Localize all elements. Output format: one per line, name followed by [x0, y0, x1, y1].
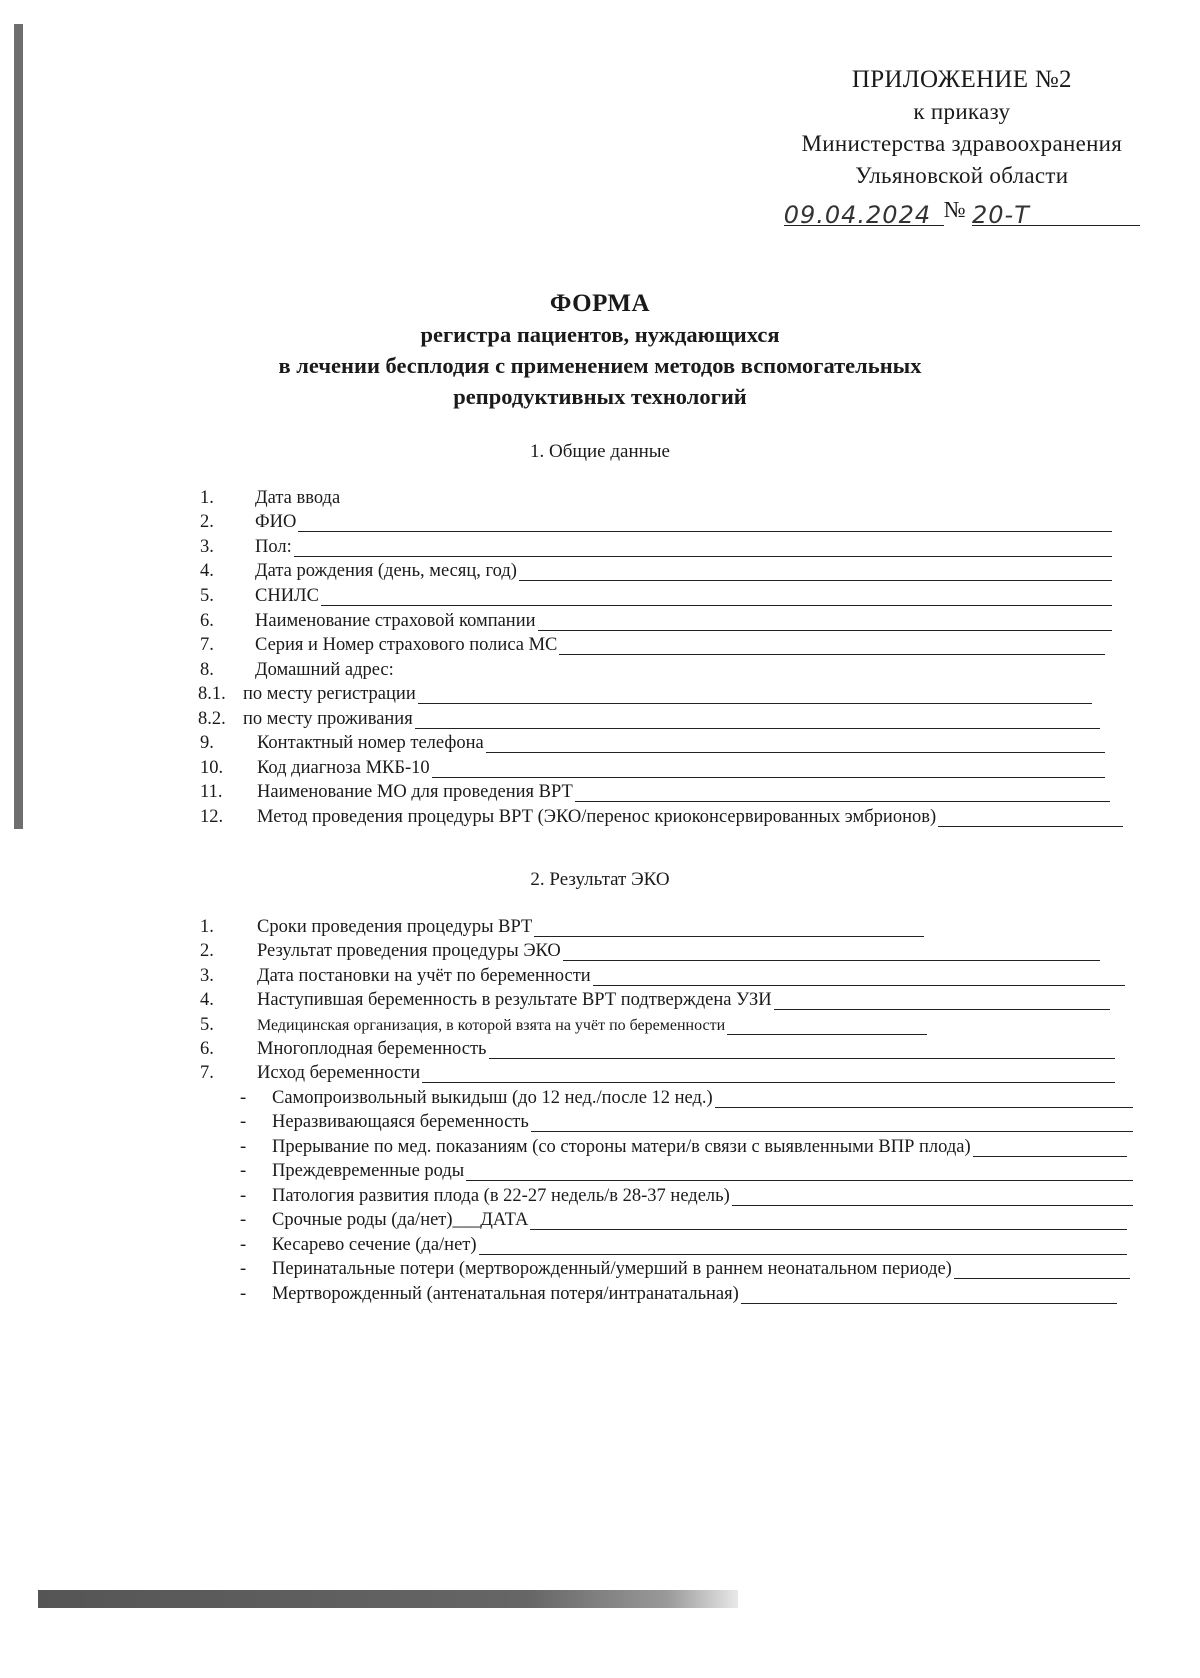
general-item-number: 4. — [200, 561, 214, 581]
general-item-row — [200, 660, 1112, 685]
outcome-item-number: - — [240, 1112, 247, 1132]
general-item-label: Контактный номер телефона — [257, 733, 484, 753]
region-name: Ульяновской области — [855, 163, 1069, 188]
outcome-item-row — [240, 1235, 1127, 1260]
general-item-row — [200, 488, 1112, 513]
general-item-number: 3. — [200, 537, 214, 557]
result-item-fill-line[interactable] — [774, 993, 1110, 1010]
general-item-label: Дата рождения (день, месяц, год) — [255, 561, 517, 581]
result-item-row — [200, 1015, 1037, 1040]
result-item-fill-line[interactable] — [489, 1042, 1116, 1059]
general-item-label: Наименование МО для проведения ВРТ — [257, 782, 573, 802]
result-item-number: 7. — [200, 1063, 214, 1083]
outcome-item-fill-line[interactable] — [732, 1189, 1133, 1206]
outcome-item-fill-line[interactable] — [741, 1287, 1117, 1304]
outcome-item-fill-line[interactable] — [531, 1115, 1133, 1132]
result-item-number: 2. — [200, 941, 214, 961]
result-item-row — [200, 1039, 1115, 1064]
result-item-number: 1. — [200, 917, 214, 937]
general-item-fill-line[interactable] — [432, 761, 1105, 778]
result-item-label: Сроки проведения процедуры ВРТ — [257, 917, 533, 937]
result-item-fill-line[interactable] — [727, 1018, 927, 1035]
outcome-item-number: - — [240, 1161, 247, 1181]
outcome-item-fill-line[interactable] — [466, 1164, 1133, 1181]
general-item-fill-line[interactable] — [575, 785, 1110, 802]
outcome-item-fill-line[interactable] — [479, 1238, 1127, 1255]
outcome-item-label: Преждевременные роды — [272, 1161, 465, 1181]
outcome-item-number: - — [240, 1186, 247, 1206]
general-item-row — [200, 537, 1112, 562]
outcome-item-label: Перинатальные потери (мертворожденный/умерший в раннем неонатальном периоде) — [272, 1259, 952, 1279]
general-item-label: Код диагноза МКБ-10 — [257, 758, 430, 778]
general-item-number: 7. — [200, 635, 214, 655]
general-item-fill-line[interactable] — [294, 540, 1112, 557]
outcome-item-row — [240, 1088, 1133, 1113]
outcome-item-fill-line[interactable] — [954, 1262, 1130, 1279]
outcome-item-row — [240, 1161, 1133, 1186]
outcome-item-label: Самопроизвольный выкидыш (до 12 нед./после 12 нед.) — [272, 1088, 713, 1108]
outcome-item-number: - — [240, 1235, 247, 1255]
general-item-label: Дата ввода — [255, 488, 341, 508]
result-item-number: 4. — [200, 990, 214, 1010]
general-item-number: 6. — [200, 611, 214, 631]
general-item-row — [200, 782, 1110, 807]
general-item-label: Наименование страховой компании — [255, 611, 536, 631]
general-item-number: 5. — [200, 586, 214, 606]
outcome-item-label: Неразвивающаяся беременность — [272, 1112, 529, 1132]
general-item-number: 2. — [200, 512, 214, 532]
general-item-row — [200, 512, 1112, 537]
result-item-label: Медицинская организация, в которой взята на учёт по беременности — [257, 1017, 726, 1034]
general-item-label: СНИЛС — [255, 586, 319, 606]
general-item-fill-line[interactable] — [486, 736, 1105, 753]
title-line-1: ФОРМА — [549, 290, 651, 317]
result-item-row — [200, 990, 1110, 1015]
general-item-fill-line[interactable] — [298, 515, 1112, 532]
general-item-number: 8. — [200, 660, 214, 680]
general-item-row — [200, 758, 1105, 783]
outcome-item-label: Мертворожденный (антенатальная потеря/интранатальная) — [272, 1284, 739, 1304]
scan-edge-left — [14, 24, 23, 829]
order-number-line — [783, 194, 1140, 229]
result-item-row — [200, 1063, 1115, 1088]
result-item-number: 3. — [200, 966, 214, 986]
result-item-label: Дата постановки на учёт по беременности — [257, 966, 591, 986]
outcome-item-number: - — [240, 1259, 247, 1279]
appendix-title: ПРИЛОЖЕНИЕ №2 — [851, 66, 1072, 93]
general-item-row — [200, 586, 1112, 611]
outcome-item-label: Кесарево сечение (да/нет) — [272, 1235, 477, 1255]
order-ref: к приказу — [913, 99, 1011, 124]
general-item-fill-line[interactable] — [538, 614, 1112, 631]
section2-heading: 2. Результат ЭКО — [530, 869, 670, 890]
result-item-fill-line[interactable] — [422, 1066, 1115, 1083]
general-item-number: 10. — [200, 758, 224, 778]
general-item-label: Пол: — [255, 537, 292, 557]
general-item-number: 1. — [200, 488, 214, 508]
result-item-label: Наступившая беременность в результате ВРТ подтверждена УЗИ — [257, 990, 772, 1010]
general-item-row — [198, 684, 1092, 709]
general-item-row — [200, 561, 1112, 586]
result-item-row — [200, 917, 975, 942]
result-item-fill-line[interactable] — [563, 944, 1100, 961]
result-item-label: Исход беременности — [257, 1063, 421, 1083]
general-item-number: 8.2. — [198, 709, 226, 729]
general-item-row — [200, 611, 1112, 636]
general-item-row — [200, 635, 1105, 660]
general-item-fill-line[interactable] — [938, 810, 1123, 827]
order-number: 20-Т — [972, 201, 1030, 229]
outcome-item-row — [240, 1259, 1130, 1284]
general-item-number: 11. — [200, 782, 223, 802]
general-item-label: Метод проведения процедуры ВРТ (ЭКО/перенос криоконсервированных эмбрионов) — [257, 807, 937, 827]
outcome-item-fill-line[interactable] — [530, 1213, 1127, 1230]
result-item-row — [200, 966, 1125, 991]
order-date: 09.04.2024 — [783, 201, 932, 229]
outcome-item-fill-line[interactable] — [973, 1140, 1127, 1157]
result-item-number: 5. — [200, 1015, 214, 1035]
general-item-fill-line[interactable] — [418, 687, 1092, 704]
result-item-fill-line[interactable] — [593, 969, 1125, 986]
general-item-number: 9. — [200, 733, 214, 753]
general-item-row — [200, 733, 1105, 758]
result-item-fill-line[interactable] — [534, 920, 924, 937]
general-item-label: Серия и Номер страхового полиса МС — [255, 635, 558, 655]
general-item-fill-line[interactable] — [321, 589, 1112, 606]
form-title — [0, 288, 1200, 412]
general-item-row — [200, 807, 1123, 832]
appendix-header — [783, 64, 1140, 229]
general-item-fill-line[interactable] — [559, 638, 1105, 655]
title-line-2: регистра пациентов, нуждающихся — [420, 322, 780, 347]
general-item-label: по месту регистрации — [243, 684, 416, 704]
general-item-label: ФИО — [255, 512, 297, 532]
ministry-name: Министерства здравоохранения — [801, 131, 1123, 156]
general-item-fill-line[interactable] — [519, 564, 1112, 581]
general-item-fill-line[interactable] — [415, 712, 1100, 729]
result-item-label: Результат проведения процедуры ЭКО — [257, 941, 561, 961]
outcome-item-label: Срочные роды (да/нет)___ДАТА — [272, 1210, 529, 1230]
outcome-item-number: - — [240, 1210, 247, 1230]
outcome-item-number: - — [240, 1088, 247, 1108]
section1-heading: 1. Общие данные — [529, 441, 670, 462]
outcome-item-label: Прерывание по мед. показаниям (со стороны матери/в связи с выявленными ВПР плода) — [272, 1137, 971, 1157]
outcome-item-label: Патология развития плода (в 22-27 недель/в 28-37 недель) — [272, 1186, 730, 1206]
general-item-label: Домашний адрес: — [255, 660, 394, 680]
result-item-label: Многоплодная беременность — [257, 1039, 487, 1059]
general-item-row — [198, 709, 1100, 734]
outcome-item-row — [240, 1284, 1117, 1309]
title-line-4: репродуктивных технологий — [453, 384, 747, 409]
outcome-item-row — [240, 1186, 1133, 1211]
result-item-row — [200, 941, 1100, 966]
outcome-item-fill-line[interactable] — [715, 1091, 1133, 1108]
outcome-item-row — [240, 1137, 1127, 1162]
number-sign: № — [943, 197, 966, 222]
scan-edge-bottom — [38, 1590, 738, 1608]
outcome-item-row — [240, 1112, 1133, 1137]
general-item-number: 12. — [200, 807, 224, 827]
title-line-3: в лечении бесплодия с применением методов вспомогательных — [278, 353, 922, 378]
outcome-item-row — [240, 1210, 1127, 1235]
general-item-label: по месту проживания — [243, 709, 413, 729]
outcome-item-number: - — [240, 1137, 247, 1157]
outcome-item-number: - — [240, 1284, 247, 1304]
general-item-number: 8.1. — [198, 684, 226, 704]
result-item-number: 6. — [200, 1039, 214, 1059]
